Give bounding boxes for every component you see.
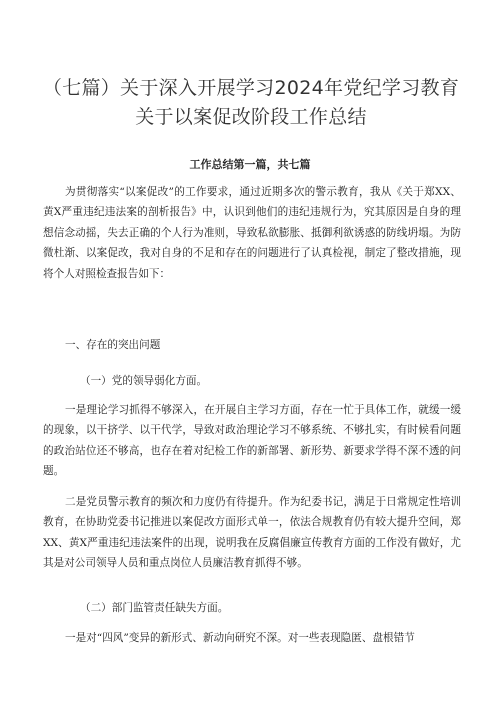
document-title: （七篇）关于深入开展学习2024年党纪学习教育关于以案促改阶段工作总结 bbox=[42, 77, 460, 128]
section-heading-problems: 一、存在的突出问题 bbox=[65, 339, 161, 351]
paragraph-four-winds: 一是对“四风”变异的新形式、新动向研究不深。对一些表现隐匿、盘根错节 bbox=[65, 632, 415, 644]
document-subtitle: 工作总结第一篇，共七篇 bbox=[189, 158, 311, 171]
subsection-heading-department-supervision: （二）部门监管责任缺失方面。 bbox=[80, 602, 229, 614]
intro-paragraph: 为贯彻落实“以案促改”的工作要求，通过近期多次的警示教育，我从《关于郑XX、黄X严重违纪违法案的剖析报告》中，认识到他们的违纪违规行为，究其原因是自身的理想信念动摇，失去正确的个人行为准则，导致私欲膨胀、抵御利欲诱惑的防线坍塌。为防微杜渐、以案促改，我对自身的不足和存在的问题进行了认真检视，制定了整改措施，现将个人对照检查报告如下： bbox=[43, 186, 461, 280]
paragraph-theory-study: 一是理论学习抓得不够深入，在开展自主学习方面，存在一忙于具体工作，就缓一缓的现象，以干挤学、以干代学，导致对政治理论学习不够系统、不够扎实，有时候看问题的政治站位还不够高，也存在着对纪检工作的新部署、新形势、新要求学得不深不透的问题。 bbox=[43, 404, 461, 478]
paragraph-warning-education: 二是党员警示教育的频次和力度仍有待提升。作为纪委书记，满足于日常规定性培训教育，在协助党委书记推进以案促改方面形式单一，依法合规教育仍有较大提升空间，郑XX、黄X严重违纪违法案件的出现，说明我在反腐倡廉宣传教育方面的工作没有做好，尤其是对公司领导人员和重点岗位人员廉洁教育抓得不够。 bbox=[43, 496, 461, 570]
subsection-heading-party-leadership: （一）党的领导弱化方面。 bbox=[80, 375, 208, 387]
